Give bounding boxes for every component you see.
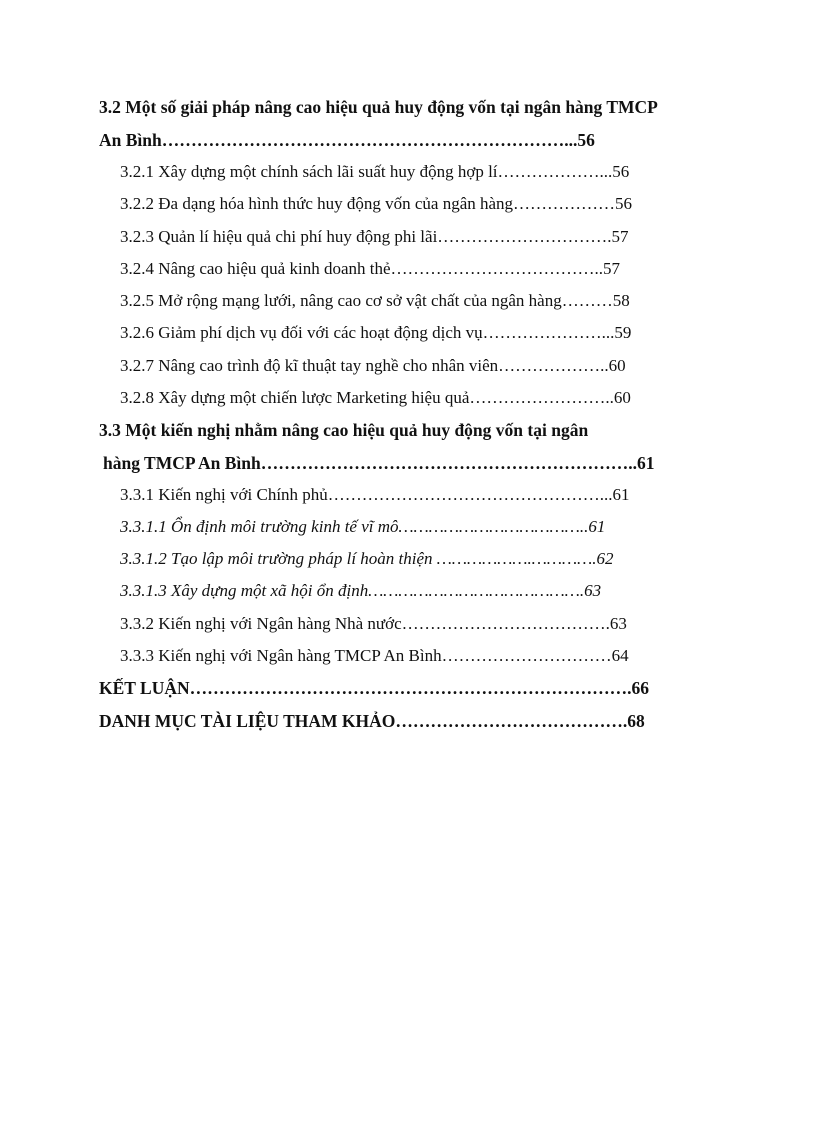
toc-entry-3-3-2: 3.3.2 Kiến nghị với Ngân hàng Nhà nước……………………………….63 (120, 614, 627, 633)
toc-entry-3-2-line1: 3.2 Một số giải pháp nâng cao hiệu quả huy động vốn tại ngân hàng TMCP (99, 97, 658, 117)
toc-entry-3-2-6: 3.2.6 Giảm phí dịch vụ đối với các hoạt động dịch vụ…………………...59 (120, 323, 632, 342)
toc-entry-3-2-8: 3.2.8 Xây dựng một chiến lược Marketing hiệu quả……………………..60 (120, 388, 631, 407)
toc-entry-3-3-1: 3.3.1 Kiến nghị với Chính phủ…………………………………………...61 (120, 485, 630, 504)
toc-entry-3-2-4: 3.2.4 Nâng cao hiệu quả kinh doanh thẻ………………………………..57 (120, 259, 621, 278)
toc-entry-3-2-1: 3.2.1 Xây dựng một chính sách lãi suất huy động hợp lí………………...56 (120, 162, 630, 181)
toc-entry-danh-muc: DANH MỤC TÀI LIỆU THAM KHẢO………………………………….68 (99, 711, 645, 731)
toc-entry-3-3-line1: 3.3 Một kiến nghị nhằm nâng cao hiệu quả huy động vốn tại ngân (99, 420, 589, 440)
toc-entry-3-2-7: 3.2.7 Nâng cao trình độ kĩ thuật tay nghề cho nhân viên………………..60 (120, 356, 626, 375)
toc-entry-ket-luan: KẾT LUẬN………………………………………………………………….66 (99, 678, 649, 698)
toc-entry-3-3-3: 3.3.3 Kiến nghị với Ngân hàng TMCP An Bình…………………………64 (120, 646, 629, 665)
toc-entry-3-3-1-2: 3.3.1.2 Tạo lập môi trường pháp lí hoàn thiện ……………….………….62 (120, 549, 614, 568)
toc-entry-3-2-2: 3.2.2 Đa dạng hóa hình thức huy động vốn của ngân hàng………………56 (120, 194, 633, 213)
toc-entry-3-3-1-1: 3.3.1.1 Ổn định môi trường kinh tế vĩ mô………………………………..61 (120, 517, 606, 536)
toc-entry-3-3-1-3: 3.3.1.3 Xây dựng một xã hội ổn định…………………………………….63 (120, 581, 602, 600)
toc-entry-3-3-line2: hàng TMCP An Bình………………………………………………………..61 (103, 453, 655, 473)
toc-entry-3-2-5: 3.2.5 Mở rộng mạng lưới, nâng cao cơ sở vật chất của ngân hàng………58 (120, 291, 630, 310)
toc-entry-3-2-line2: An Bình……………………………………………………………...56 (99, 130, 595, 150)
toc-entry-3-2-3: 3.2.3 Quản lí hiệu quả chi phí huy động phi lãi………………………….57 (120, 227, 629, 246)
